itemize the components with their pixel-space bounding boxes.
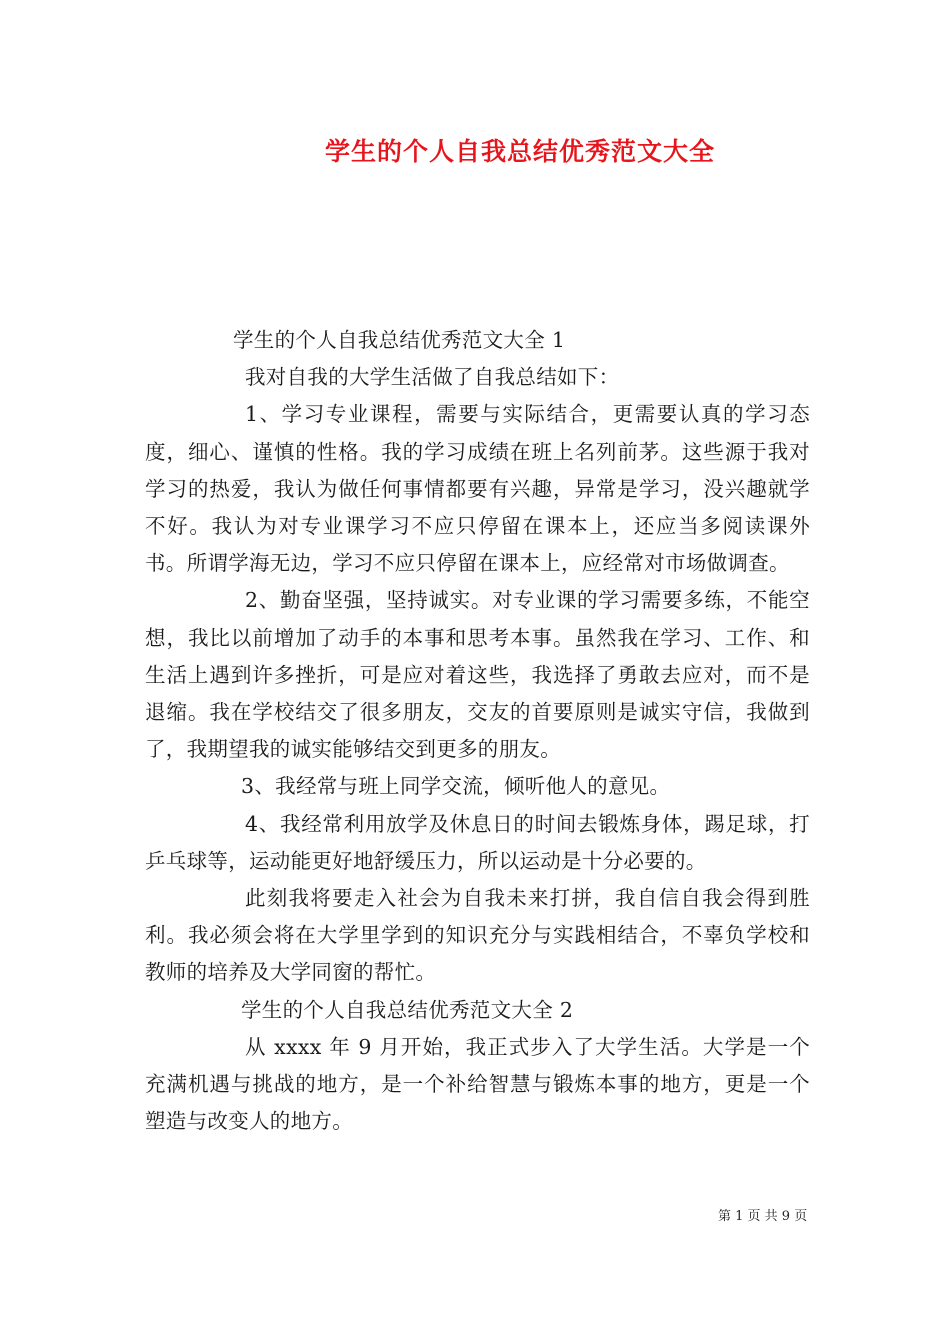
- section-heading-1: 学生的个人自我总结优秀范文大全 1: [233, 328, 566, 352]
- paragraph-item-2: 2、勤奋坚强，坚持诚实。对专业课的学习需要多练，不能空想，我比以前增加了动手的本事和思考本事。虽然我在学习、工作、和生活上遇到许多挫折，可是应对着这些，我选择了勇敢去应对，而不是退缩。我在学校结交了很多朋友，交友的首要原则是诚实守信，我做到了，我期望我的诚实能够结交到更多的朋友。: [145, 588, 810, 762]
- document-title: 学生的个人自我总结优秀范文大全: [324, 137, 715, 166]
- page-number-footer: 第 1 页 共 9 页: [718, 1209, 808, 1224]
- intro-line: 我对自我的大学生活做了自我总结如下：: [245, 365, 620, 390]
- section-heading-2: 学生的个人自我总结优秀范文大全 2: [241, 997, 574, 1022]
- paragraph-item-1: 1、学习专业课程，需要与实际结合，更需要认真的学习态度，细心、谨慎的性格。我的学习成绩在班上名列前茅。这些源于我对学习的热爱，我认为做任何事情都要有兴趣，异常是学习，没兴趣就学不好。我认为对专业课学习不应只停留在课本上，还应当多阅读课外书。所谓学海无边，学习不应只停留在课本上，应经常对市场做调查。: [145, 402, 810, 576]
- paragraph-closing: 此刻我将要走入社会为自我未来打拼，我自信自我会得到胜利。我必须会将在大学里学到的知识充分与实践相结合，不辜负学校和教师的培养及大学同窗的帮忙。: [145, 886, 810, 985]
- paragraph-item-3: 3、我经常与班上同学交流，倾听他人的意见。: [241, 774, 671, 799]
- paragraph-2-1: 从 xxxx 年 9 月开始，我正式步入了大学生活。大学是一个充满机遇与挑战的地方，是一个补给智慧与锻炼本事的地方，更是一个塑造与改变人的地方。: [145, 1034, 810, 1134]
- paragraph-item-4: 4、我经常利用放学及休息日的时间去锻炼身体，踢足球，打乒乓球等，运动能更好地舒缓压力，所以运动是十分必要的。: [145, 811, 810, 873]
- document-body: [145, 322, 810, 1140]
